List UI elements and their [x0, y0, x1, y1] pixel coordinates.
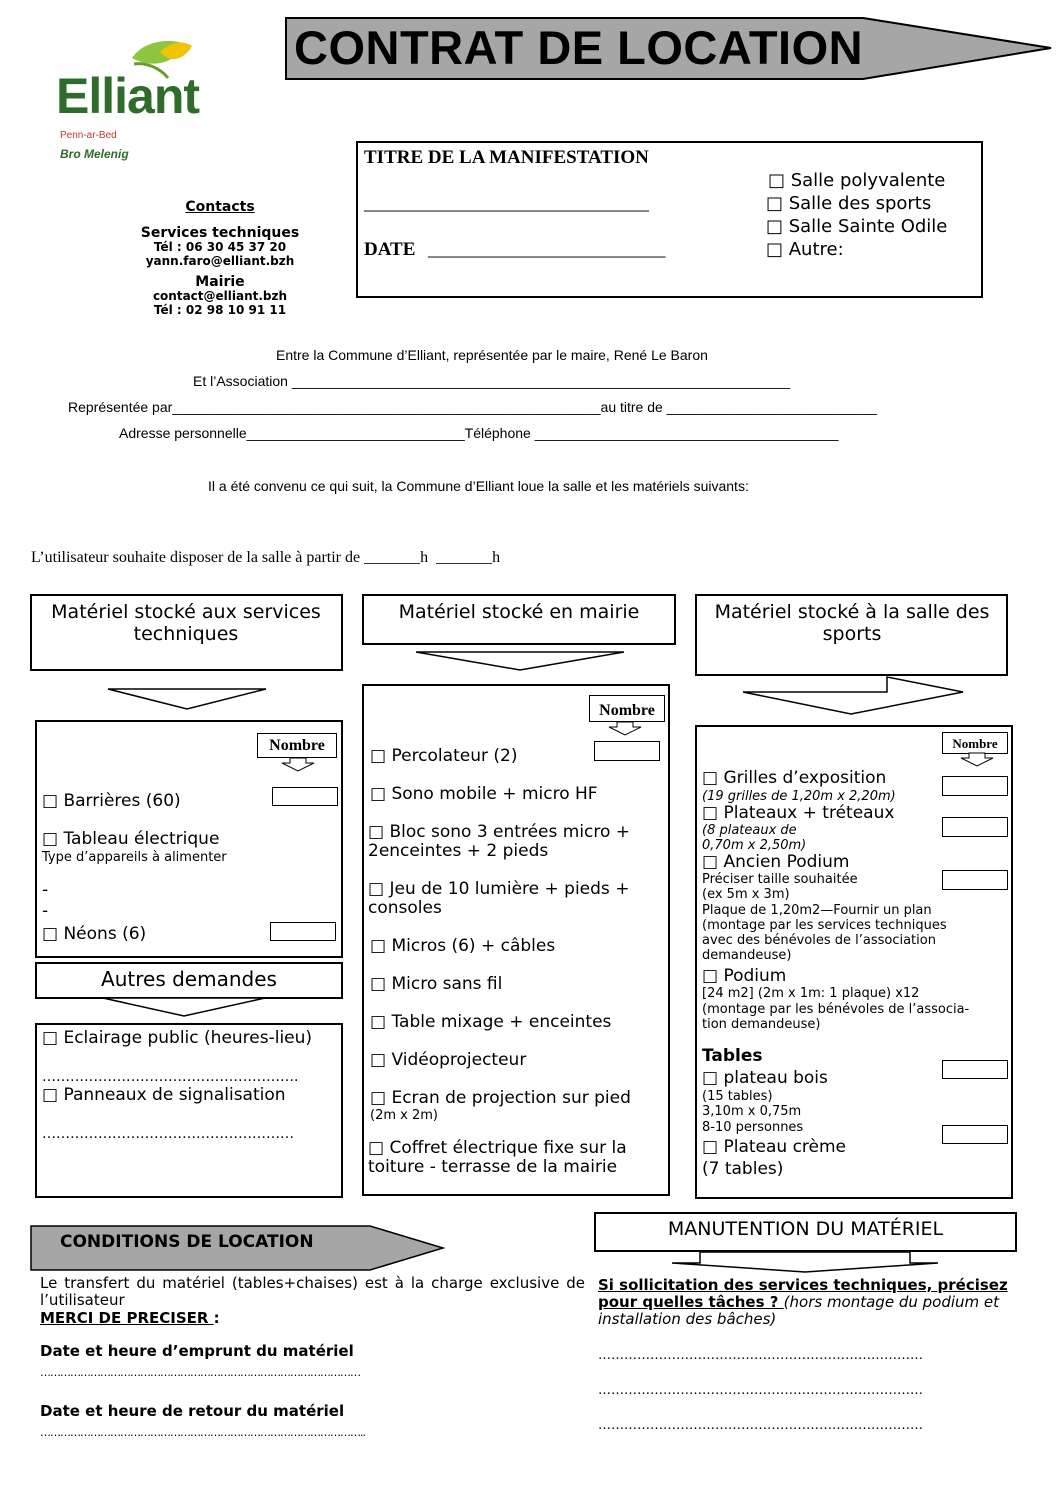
appliance-line-2[interactable]: -: [42, 901, 49, 921]
emprunt-label: Date et heure d’emprunt du matériel: [40, 1342, 354, 1360]
creme-count-field[interactable]: [942, 1125, 1008, 1144]
podium-note-3: Plaque de 1,20m2—Fournir un plan: [702, 903, 932, 918]
podium-note-2: (ex 5m x 3m): [702, 887, 790, 902]
logo-wordmark: Elliant: [56, 68, 200, 124]
services-email: yann.faro@elliant.bzh: [145, 254, 295, 268]
mairie-email: contact@elliant.bzh: [152, 289, 288, 303]
services-tel: Tél : 06 30 45 37 20: [153, 240, 287, 254]
manutention-question-italic: (hors montage du podium et installation des bâches): [598, 1293, 1000, 1328]
item-tableau-electrique[interactable]: □ Tableau électrique: [42, 829, 220, 849]
grilles-note: (19 grilles de 1,20m x 2,20m): [702, 789, 896, 804]
podium-note-1: Préciser taille souhaitée: [702, 872, 858, 887]
retour-dots[interactable]: ……………………………………………………………………………………..: [40, 1426, 365, 1439]
item-eclairage-public[interactable]: □ Eclairage public (heures-lieu): [42, 1028, 313, 1048]
mairie-count-field[interactable]: [594, 741, 660, 761]
bois-note-2: 3,10m x 0,75m: [702, 1104, 802, 1119]
item-percolateur[interactable]: □ Percolateur (2): [370, 746, 518, 766]
item-sono-mobile[interactable]: □ Sono mobile + micro HF: [370, 784, 598, 804]
item-ecran-projection[interactable]: □ Ecran de projection sur pied: [370, 1088, 631, 1108]
salle-option-autre[interactable]: □ Autre:: [766, 239, 844, 260]
plateaux-note-1: (8 plateaux de: [702, 823, 797, 838]
item-table-mixage[interactable]: □ Table mixage + enceintes: [370, 1012, 612, 1032]
tableau-electrique-note: Type d’appareils à alimenter: [42, 850, 227, 865]
salle-option-sports[interactable]: □ Salle des sports: [766, 193, 932, 214]
bois-count-field[interactable]: [942, 1060, 1008, 1079]
page-title: CONTRAT DE LOCATION: [294, 21, 864, 74]
manutention-dots-1[interactable]: …………………………………………………………………: [598, 1348, 923, 1363]
sports-nombre-label: Nombre: [942, 732, 1008, 754]
date-line[interactable]: _________________________: [428, 239, 666, 260]
mairie-arrow: [416, 651, 626, 671]
podium-note-5: avec des bénévoles de l’association: [702, 933, 936, 948]
eclairage-dots[interactable]: ……………………………………………….: [42, 1069, 299, 1085]
autres-items-box: [35, 1023, 343, 1198]
services-nombre-arrow: [280, 758, 316, 772]
manifestation-title-line[interactable]: ______________________________: [364, 193, 649, 214]
creme-note: (7 tables): [702, 1159, 784, 1179]
item-barrieres[interactable]: □ Barrières (60): [42, 791, 181, 811]
parties-line-3[interactable]: Représentée par_______________________________________________________au titre de ___________________________: [68, 399, 877, 415]
appliance-line-1[interactable]: -: [42, 880, 49, 900]
tables-heading: Tables: [702, 1046, 763, 1066]
agreement-text: Il a été convenu ce qui suit, la Commune d’Elliant loue la salle et les matériels suivants:: [208, 478, 749, 494]
date-label: DATE: [364, 239, 416, 260]
item-plateau-bois[interactable]: □ plateau bois: [702, 1068, 828, 1088]
manutention-heading: MANUTENTION DU MATÉRIEL: [667, 1218, 944, 1240]
item-plateaux[interactable]: □ Plateaux + tréteaux: [702, 803, 895, 823]
sports-nombre-arrow: [959, 753, 995, 767]
item-coffret-electrique[interactable]: □ Coffret électrique fixe sur la toiture - terrasse de la mairie: [368, 1138, 627, 1177]
elliant-logo: [56, 38, 226, 168]
conditions-heading: CONDITIONS DE LOCATION: [60, 1232, 314, 1252]
plateaux-note-2: 0,70m x 2,50m): [702, 838, 807, 853]
manifestation-title-label: TITRE DE LA MANIFESTATION: [364, 147, 649, 168]
manutention-dots-2[interactable]: …………………………………………………………………: [598, 1383, 923, 1398]
item-grilles[interactable]: □ Grilles d’exposition: [702, 768, 887, 788]
emprunt-dots[interactable]: ……………………………………………………………………………………: [40, 1366, 360, 1379]
podium2-note-1: [24 m2] (2m x 1m: 1 plaque) x12: [702, 986, 920, 1001]
mairie-nombre-label: Nombre: [589, 695, 665, 722]
mairie-nombre-arrow: [607, 722, 643, 736]
item-panneaux[interactable]: □ Panneaux de signalisation: [42, 1085, 286, 1105]
podium2-note-2: (montage par les bénévoles de l’associa-: [702, 1002, 970, 1017]
usage-hours[interactable]: L’utilisateur souhaite disposer de la salle à partir de _______h _______h: [31, 549, 501, 566]
conditions-transfer: Le transfert du matériel (tables+chaises) est à la charge exclusive de l’utilisateur: [40, 1274, 585, 1309]
item-micro-sans-fil[interactable]: □ Micro sans fil: [370, 974, 503, 994]
sports-header: Matériel stocké à la salle des sports: [714, 601, 990, 645]
podium2-note-3: tion demandeuse): [702, 1017, 821, 1032]
services-nombre-label: Nombre: [257, 733, 337, 758]
item-bloc-sono[interactable]: □ Bloc sono 3 entrées micro + 2enceintes + 2 pieds: [368, 822, 631, 861]
contacts-block: [100, 200, 340, 317]
salle-option-odile[interactable]: □ Salle Sainte Odile: [766, 216, 948, 237]
contacts-heading: Contacts: [185, 199, 255, 215]
parties-line-4[interactable]: Adresse personnelle____________________________Téléphone _______________________________________: [119, 425, 839, 441]
ecran-note: (2m x 2m): [370, 1108, 438, 1123]
bois-note-1: (15 tables): [702, 1089, 773, 1104]
plateaux-count-field[interactable]: [942, 817, 1008, 837]
logo-subtitle-1: Penn-ar-Bed: [60, 130, 117, 141]
panneaux-dots[interactable]: ………………………………………………: [42, 1126, 294, 1142]
item-plateau-creme[interactable]: □ Plateau crème: [702, 1137, 847, 1157]
item-micros[interactable]: □ Micros (6) + câbles: [370, 936, 556, 956]
bois-note-3: 8-10 personnes: [702, 1120, 804, 1135]
item-jeu-lumiere[interactable]: □ Jeu de 10 lumière + pieds + consoles: [368, 879, 630, 918]
services-arrow: [108, 688, 268, 710]
mairie-header: Matériel stocké en mairie: [398, 601, 640, 623]
mairie-label: Mairie: [195, 274, 245, 290]
parties-line-1: Entre la Commune d’Elliant, représentée par le maire, René Le Baron: [276, 347, 708, 363]
autres-header: Autres demandes: [101, 967, 277, 991]
services-header: Matériel stocké aux services techniques: [51, 601, 321, 645]
manutention-question: [598, 1277, 1013, 1328]
item-ancien-podium[interactable]: □ Ancien Podium: [702, 852, 850, 872]
neons-count-field[interactable]: [270, 922, 336, 941]
services-label: Services techniques: [140, 225, 300, 241]
manutention-arrow: [672, 1251, 940, 1273]
podium-note-4: (montage par les services techniques: [702, 918, 947, 933]
item-neons[interactable]: □ Néons (6): [42, 924, 147, 944]
logo-subtitle-2: Bro Melenig: [60, 147, 129, 161]
retour-label: Date et heure de retour du matériel: [40, 1402, 345, 1420]
item-videoprojecteur[interactable]: □ Vidéoprojecteur: [370, 1050, 527, 1070]
merci-label: MERCI DE PRECISER: [40, 1309, 214, 1327]
mairie-tel: Tél : 02 98 10 91 11: [153, 303, 287, 317]
podium-note-6: demandeuse): [702, 948, 792, 963]
salle-option-polyvalente[interactable]: □ Salle polyvalente: [768, 170, 946, 191]
manutention-dots-3[interactable]: …………………………………………………………………: [598, 1418, 923, 1433]
autres-arrow: [103, 998, 267, 1018]
merci-colon: :: [213, 1309, 220, 1327]
grilles-count-field[interactable]: [942, 776, 1008, 796]
ancien-podium-count-field[interactable]: [942, 870, 1008, 890]
manutention-question-bold: Si sollicitation des services techniques, précisez pour quelles tâches ?: [598, 1276, 1008, 1311]
parties-line-2[interactable]: Et l’Association ________________________________________________________________: [193, 373, 791, 389]
item-podium[interactable]: □ Podium: [702, 966, 787, 986]
merci-line: [40, 1309, 220, 1327]
barrieres-count-field[interactable]: [272, 787, 338, 806]
sports-arrow: [743, 676, 965, 716]
